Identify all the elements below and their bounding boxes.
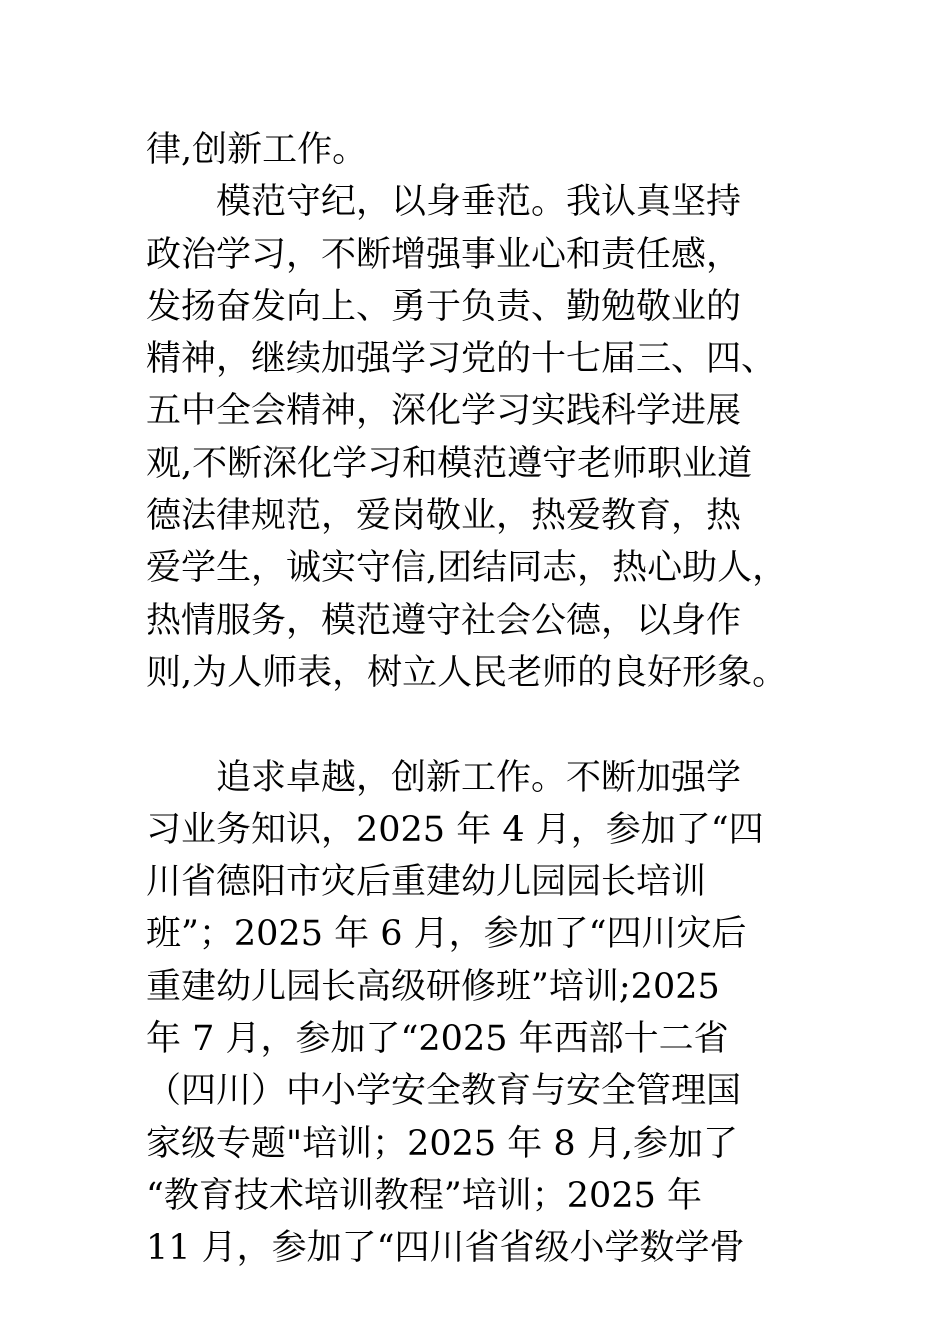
paragraph-1: [146, 124, 846, 699]
text-line: 班”；2025 年 6 月，参加了“四川灾后: [146, 914, 747, 955]
text-line: 年 7 月，参加了“2025 年西部十二省: [146, 1019, 729, 1060]
text-line: 五中全会精神，深化学习实践科学进展: [146, 391, 742, 432]
text-line: 模范守纪，以身垂范。我认真坚持: [146, 182, 742, 223]
text-line: 德法律规范，爱岗敬业，热爱教育，热: [146, 496, 742, 537]
text-line: 政治学习，不断增强事业心和责任感，: [146, 234, 742, 275]
text-line: “教育技术培训教程”培训；2025 年: [146, 1175, 702, 1216]
paragraph-2: [146, 752, 846, 1275]
text-line: 发扬奋发向上、勇于负责、勤勉敬业的: [146, 286, 742, 327]
text-line: 则,为人师表，树立人民老师的良好形象。: [146, 652, 788, 693]
text-line: 热情服务，模范遵守社会公德，以身作: [146, 600, 742, 641]
document-body: [146, 124, 846, 1275]
text-line: 观,不断深化学习和模范遵守老师职业道: [146, 443, 753, 484]
text-line: 律,创新工作。: [146, 130, 368, 170]
text-line: 精神，继续加强学习党的十七届三、四、: [146, 339, 777, 380]
text-line: 11 月，参加了“四川省省级小学数学骨: [146, 1228, 745, 1269]
text-line: （四川）中小学安全教育与安全管理国: [146, 1071, 742, 1112]
text-line: 追求卓越，创新工作。不断加强学: [146, 757, 742, 798]
text-line: 重建幼儿园长高级研修班”培训;2025: [146, 966, 720, 1007]
text-line: 家级专题"培训；2025 年 8 月,参加了: [146, 1123, 738, 1164]
text-line: 习业务知识，2025 年 4 月，参加了“四: [146, 809, 764, 850]
text-line: 川省德阳市灾后重建幼儿园园长培训: [146, 862, 707, 903]
text-line: 爱学生，诚实守信,团结同志，热心助人，: [146, 548, 788, 589]
paragraph-gap: [146, 699, 846, 751]
